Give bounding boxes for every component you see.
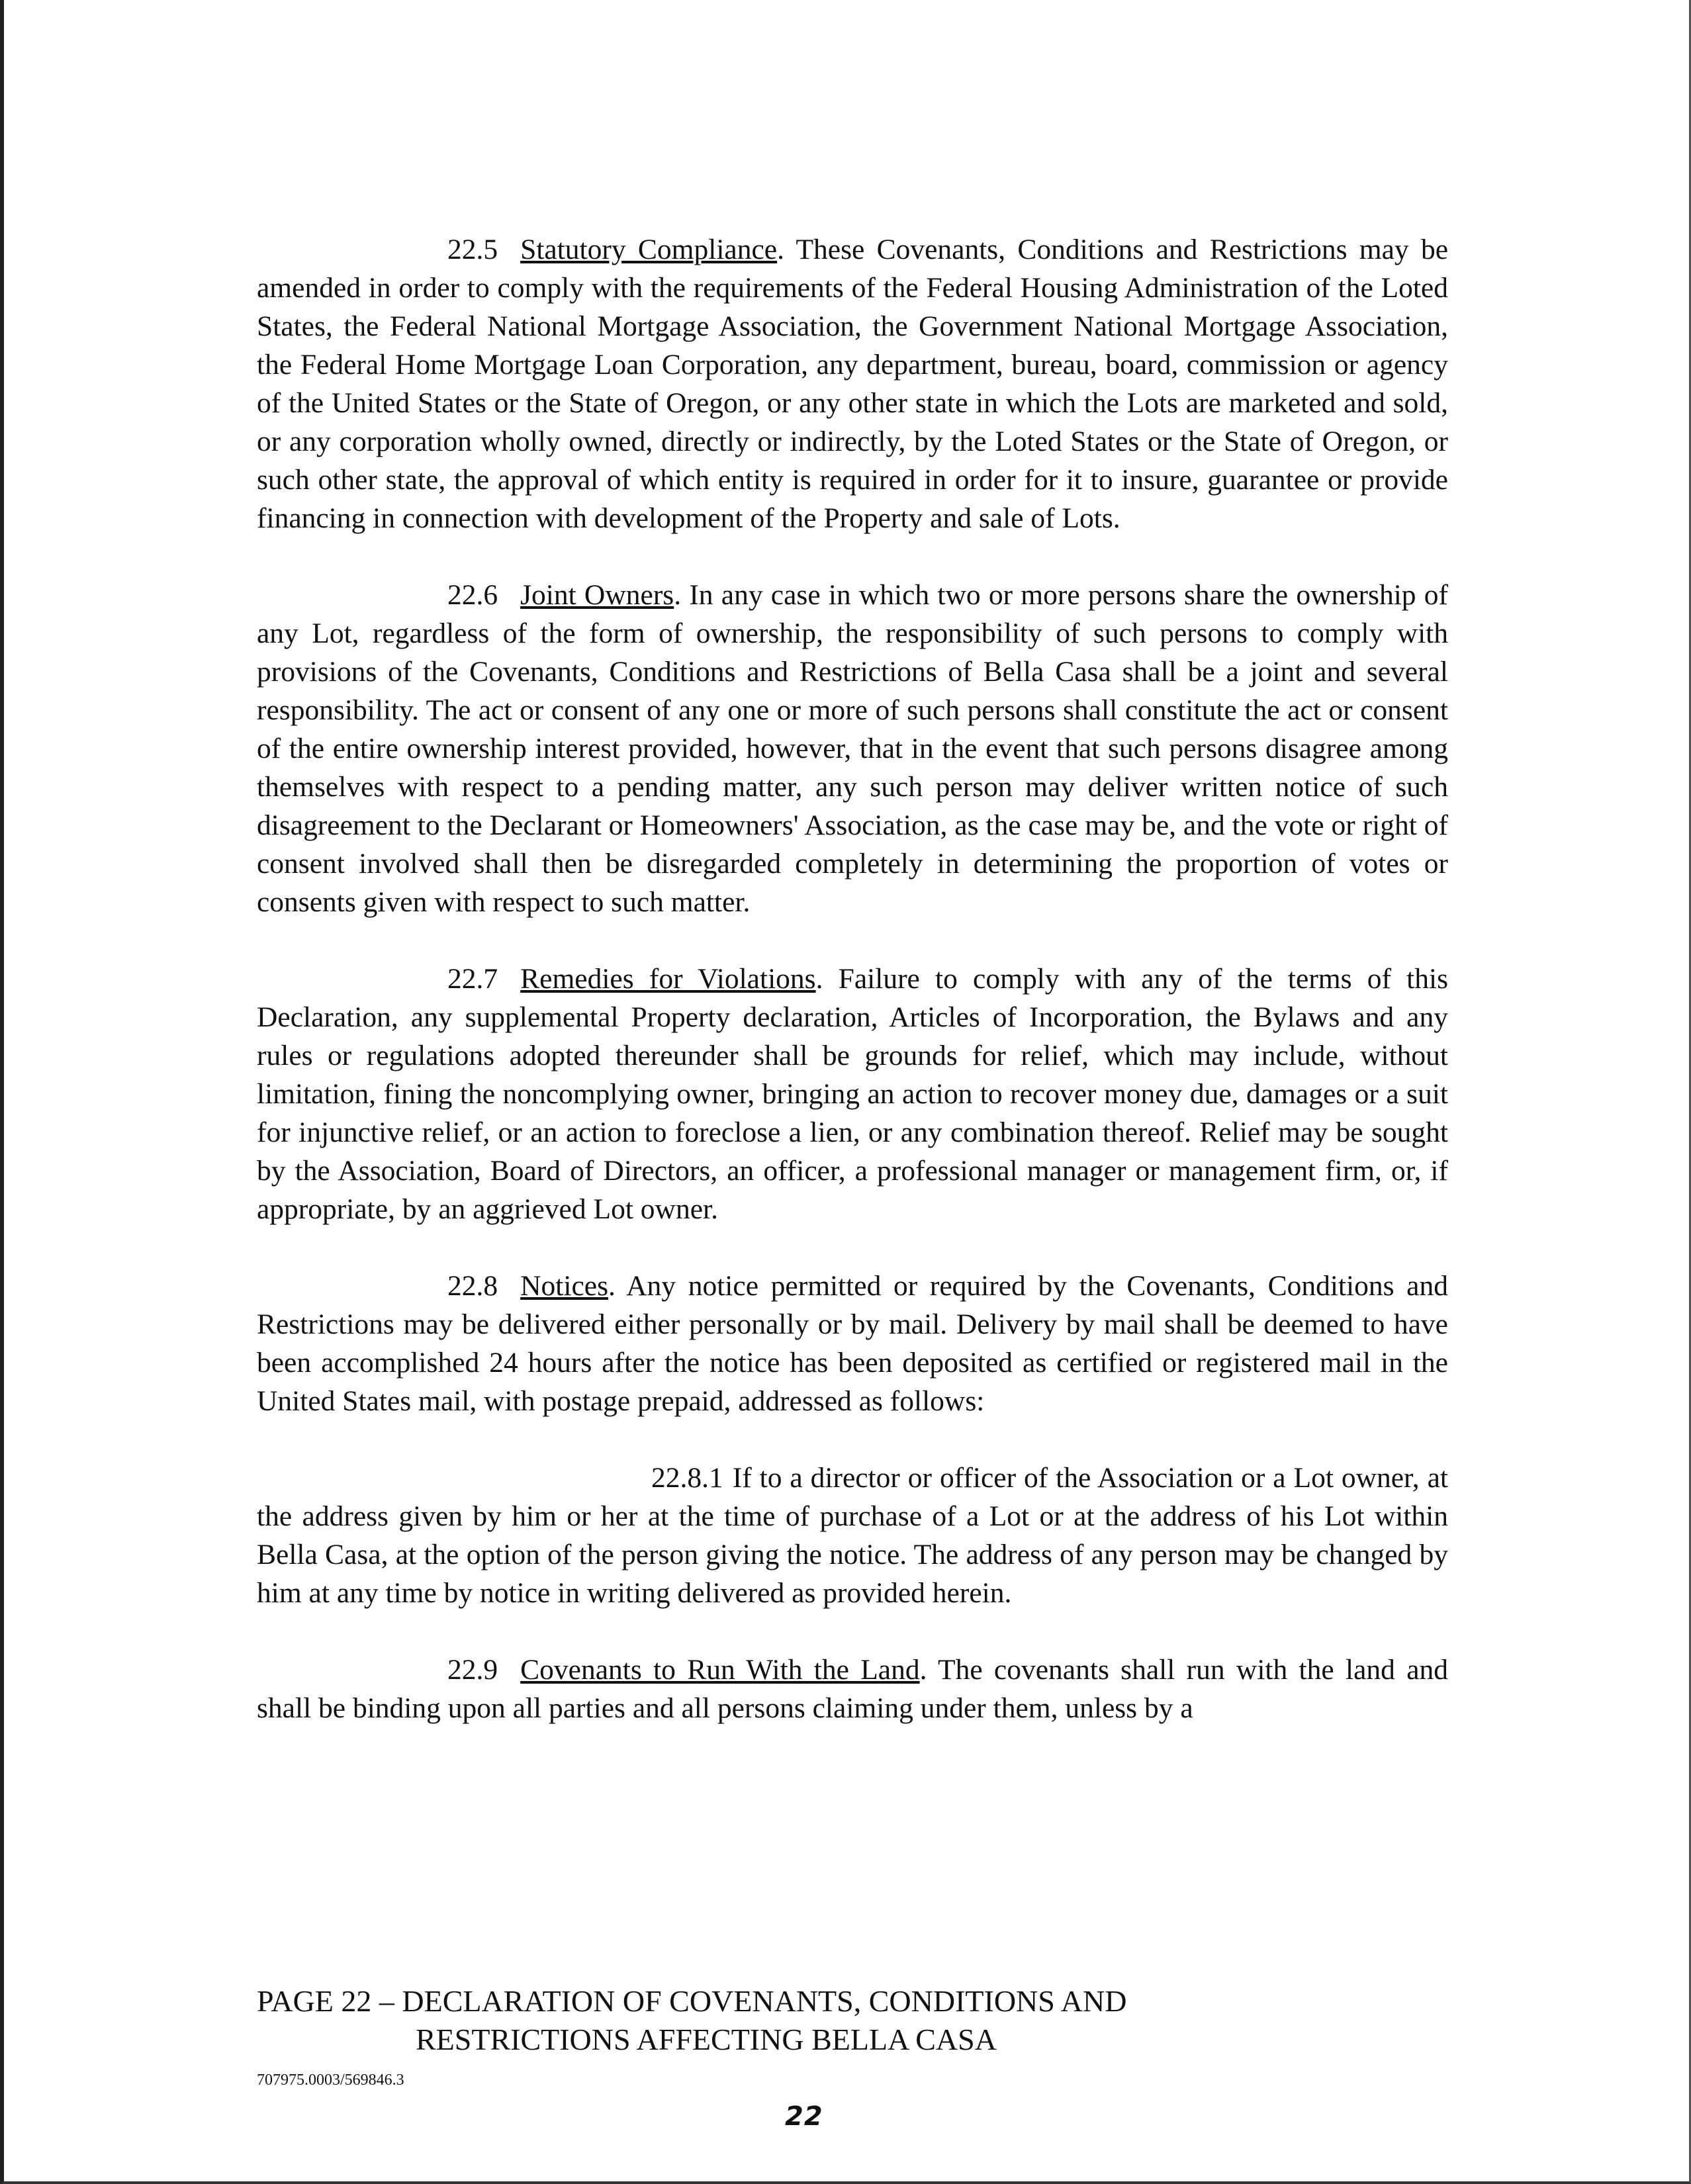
section-text: . In any case in which two or more persons share the ownership of any Lot, regardless of the form of ownership, the responsibility of such persons to comply with provisions of the Covenants, Conditions and Restrictions of Bella Casa shall be a joint and several responsibility. The act or consent of any one or more of such persons shall constitute the act or consent of the entire ownership interest provided, however, that in the event that such persons disagree among themselves with respect to a pending matter, any such person may deliver written notice of such disagreement to the Declarant or Homeowners' Association, as the case may be, and the vote or right of consent involved shall then be disregarded completely in determining the proportion of votes or consents given with respect to such matter. bbox=[257, 579, 1448, 918]
footer-line-2: RESTRICTIONS AFFECTING BELLA CASA bbox=[416, 2023, 997, 2056]
section-22-8-1 bbox=[257, 1459, 1448, 1612]
document-body bbox=[257, 230, 1448, 1766]
document-number: 707975.0003/569846.3 bbox=[257, 2071, 404, 2089]
section-text: . Any notice permitted or required by the Covenants, Conditions and Restrictions may be delivered either personally or by mail. Delivery by mail shall be deemed to have been accomplished 24 hours after the notice has been deposited as certified or registered mail in the United States mail, with postage prepaid, addressed as follows: bbox=[257, 1270, 1448, 1417]
footer-line-1: PAGE 22 – DECLARATION OF COVENANTS, CONDITIONS AND bbox=[257, 1984, 1127, 2018]
section-heading: Remedies for Violations bbox=[520, 963, 816, 995]
section-number: 22.8 bbox=[447, 1270, 498, 1302]
section-text: . These Covenants, Conditions and Restrictions may be amended in order to comply with the requirements of the Federal Housing Administration of the Loted States, the Federal National Mortgage Association, the Government National Mortgage Association, the Federal Home Mortgage Loan Corporation, any department, bureau, board, commission or agency of the United States or the State of Oregon, or any other state in which the Lots are marketed and sold, or any corporation wholly owned, directly or indirectly, by the Loted States or the State of Oregon, or such other state, the approval of which entity is required in order for it to insure, guarantee or provide financing in connection with development of the Property and sale of Lots. bbox=[257, 234, 1449, 534]
section-22-9 bbox=[257, 1651, 1448, 1727]
section-number: 22.9 bbox=[447, 1654, 498, 1686]
section-22-6 bbox=[257, 576, 1448, 921]
section-number: 22.8.1 bbox=[651, 1462, 723, 1494]
section-heading: Covenants to Run With the Land bbox=[520, 1654, 920, 1686]
section-heading: Joint Owners bbox=[520, 579, 674, 611]
section-22-7 bbox=[257, 960, 1448, 1228]
section-22-8 bbox=[257, 1267, 1448, 1420]
section-22-5 bbox=[257, 230, 1448, 537]
section-number: 22.5 bbox=[447, 234, 498, 265]
section-number: 22.6 bbox=[447, 579, 498, 611]
section-heading: Statutory Compliance bbox=[520, 234, 778, 265]
handwritten-page-number: 22 bbox=[785, 2101, 823, 2132]
section-text: . Failure to comply with any of the terms of this Declaration, any supplemental Property declaration, Articles of Incorporation, the Bylaws and any rules or regulations adopted thereunder shall be grounds for relief, which may include, without limitation, fining the noncomplying owner, bringing an action to recover money due, damages or a suit for injunctive relief, or an action to foreclose a lien, or any combination thereof. Relief may be sought by the Association, Board of Directors, an officer, a professional manager or management firm, or, if appropriate, by an aggrieved Lot owner. bbox=[257, 963, 1449, 1225]
page-footer bbox=[257, 1982, 1514, 2059]
section-heading: Notices bbox=[520, 1270, 609, 1302]
section-number: 22.7 bbox=[447, 963, 498, 995]
section-text: If to a director or officer of the Association or a Lot owner, at the address given by him or her at the time of purchase of a Lot or at the address of his Lot within Bella Casa, at the option of the person giving the notice. The address of any person may be changed by him at any time by notice in writing delivered as provided herein. bbox=[257, 1462, 1448, 1609]
section-text: . The covenants shall run with the land and shall be binding upon all parties and all persons claiming under them, unless by a bbox=[257, 1654, 1448, 1724]
